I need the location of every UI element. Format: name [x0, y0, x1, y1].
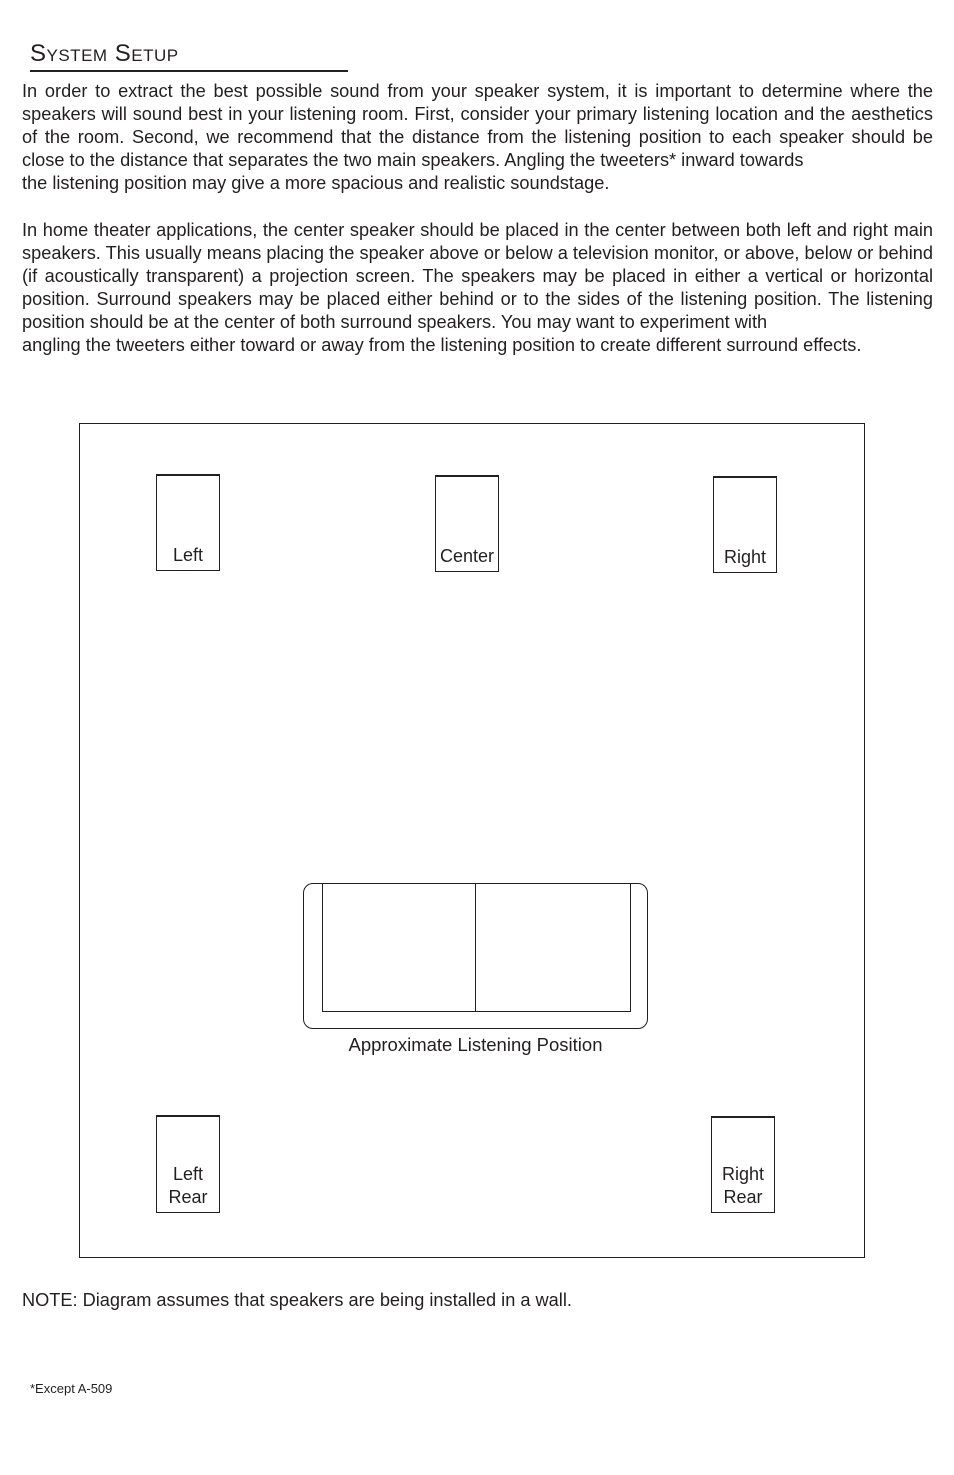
page-title: System Setup	[30, 38, 348, 72]
listening-position-label: Approximate Listening Position	[348, 1034, 603, 1055]
speaker-right-label: Right	[723, 547, 767, 567]
speaker-right-rear-label: Right Rear	[721, 1164, 765, 1207]
home-theater-paragraph-last-line: angling the tweeters either toward or away from the listening position to create different surround effects.	[22, 335, 862, 355]
speaker-center	[435, 475, 499, 572]
diagram-note: NOTE: Diagram assumes that speakers are being installed in a wall.	[22, 1290, 572, 1310]
speaker-left-rear	[156, 1115, 220, 1213]
speaker-right	[713, 476, 777, 573]
speaker-left-label: Left	[172, 545, 204, 565]
intro-paragraph	[22, 80, 933, 195]
speaker-right-rear	[711, 1116, 775, 1213]
couch-cushion-right	[475, 884, 631, 1012]
home-theater-paragraph-body: In home theater applications, the center speaker should be placed in the center between both left and right main speakers. This usually means placing the speaker above or below a television monitor, or above, below or behind (if acoustically transparent) a projection screen. The speakers may be placed in either a vertical or horizontal position. Surround speakers may be placed either behind or to the sides of the listening position. The listening position should be at the center of both surround speakers. You may want to experiment with	[22, 220, 933, 332]
footnote: *Except A-509	[30, 1381, 113, 1396]
intro-paragraph-body: In order to extract the best possible sound from your speaker system, it is important to determine where the speakers will sound best in your listening room. First, consider your primary listening location and the aesthetics of the room. Second, we recommend that the distance from the listening position to each speaker should be close to the distance that separates the two main speakers. Angling the tweeters* inward towards	[22, 81, 933, 170]
couch-cushion-left	[322, 884, 476, 1012]
intro-paragraph-last-line: the listening position may give a more spacious and realistic soundstage.	[22, 173, 610, 193]
speaker-left-rear-label: Left Rear	[168, 1164, 208, 1207]
speaker-left	[156, 474, 220, 571]
home-theater-paragraph	[22, 219, 933, 357]
speaker-center-label: Center	[439, 546, 495, 566]
